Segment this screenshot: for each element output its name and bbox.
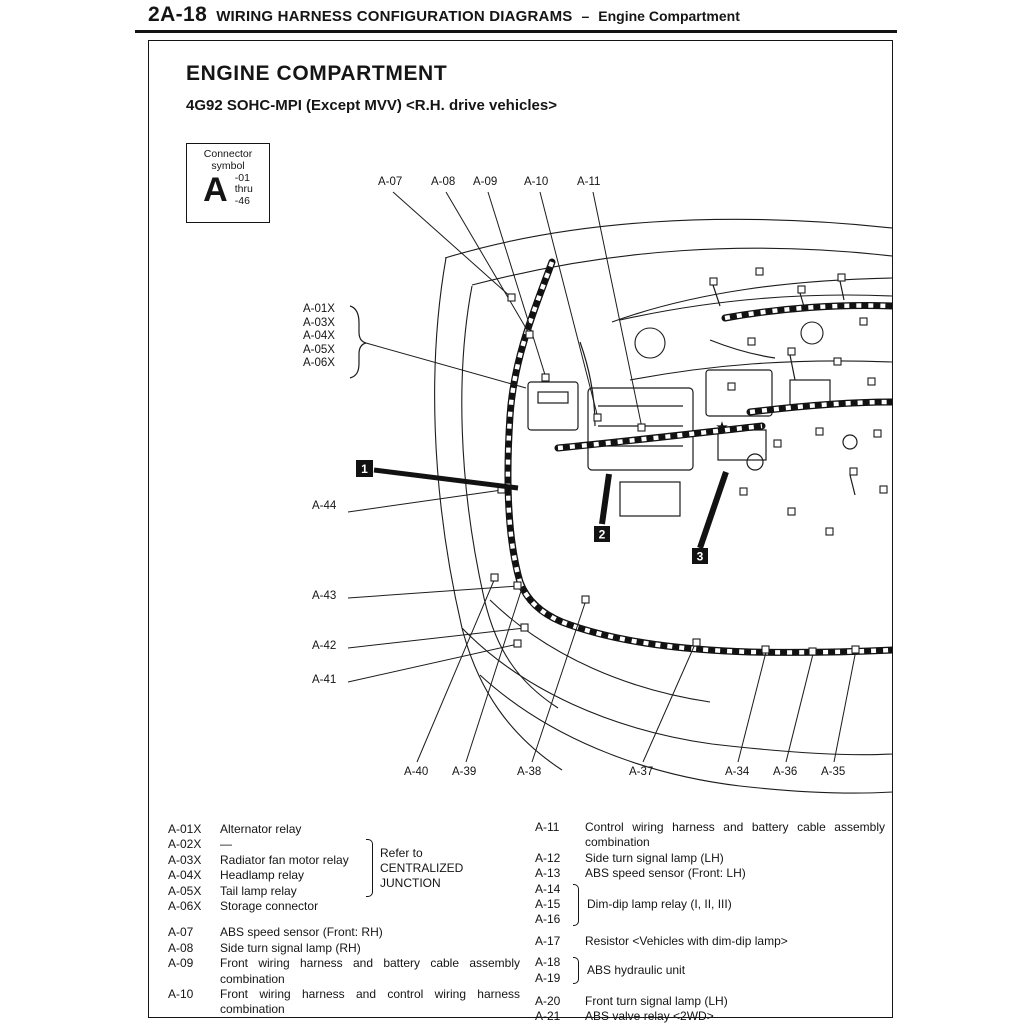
legend-code: A-13: [535, 866, 561, 881]
numbered-markers: [356, 460, 726, 564]
legend-desc: Tail lamp relay: [220, 883, 297, 898]
callout-a35: A-35: [821, 766, 846, 778]
legend-row: [168, 941, 520, 956]
callout-a38: A-38: [517, 766, 542, 778]
legend-code: A-09: [168, 956, 194, 971]
callout-a11: A-11: [577, 176, 601, 188]
page-number: 2A-18: [148, 3, 208, 26]
legend-code: A-14: [535, 881, 561, 896]
callout-a09: A-09: [473, 176, 498, 188]
harness-black-layer: [508, 262, 892, 652]
callout-a07: A-07: [378, 176, 403, 188]
legend-group-codes: [535, 955, 573, 986]
legend-desc: ABS speed sensor (Front: RH): [220, 925, 383, 940]
legend-desc: Front wiring harness and control wiring harness combination: [220, 987, 520, 1017]
legend-row: [168, 925, 520, 940]
callout-a06x: A-06X: [303, 357, 335, 370]
connector-range-end: -46: [234, 194, 250, 207]
legend-group-abs-hydraulic: [535, 955, 885, 986]
marker-2-label: 2: [598, 527, 606, 542]
legend-group-dim-dip: [535, 882, 885, 928]
connector-letter: A: [203, 171, 228, 209]
legend-desc: ABS hydraulic unit: [587, 962, 686, 977]
marker-2-pointer: [602, 474, 609, 524]
legend-row: [535, 866, 885, 881]
legend-code: A-15: [535, 897, 561, 912]
connector-range-thru: thru: [234, 183, 253, 196]
callout-a04x: A-04X: [303, 330, 335, 343]
legend-right-column: [535, 820, 885, 1024]
callout-group-a01x-a06x: [303, 303, 335, 371]
callout-a41: A-41: [312, 674, 337, 686]
callout-a10: A-10: [524, 176, 549, 188]
legend-code: A-02X: [168, 837, 202, 852]
legend-code: A-08: [168, 940, 194, 955]
legend-code: A-16: [535, 912, 561, 927]
legend-code: A-17: [535, 933, 561, 948]
legend-desc: —: [220, 837, 232, 852]
diagram-title: ENGINE COMPARTMENT: [186, 62, 448, 85]
legend-row: [535, 1009, 885, 1024]
note-line-2: CENTRALIZED: [380, 861, 464, 875]
callout-a40: A-40: [404, 766, 429, 778]
page-header: [148, 3, 908, 27]
callout-a42: A-42: [312, 640, 337, 652]
legend-code: A-01X: [168, 822, 202, 836]
header-title: WIRING HARNESS CONFIGURATION DIAGRAMS: [216, 8, 573, 25]
diagram-subtitle: 4G92 SOHC-MPI (Except MVV) <R.H. drive vehicles>: [186, 97, 557, 114]
legend-row: [168, 822, 520, 837]
legend-row: [535, 851, 885, 866]
callout-a08: A-08: [431, 176, 456, 188]
marker-3-pointer: [700, 472, 726, 548]
legend-row: [535, 934, 885, 949]
note-line-3: JUNCTION: [380, 876, 441, 890]
connector-symbol-word2: symbol: [211, 160, 245, 172]
note-line-1: Refer to: [380, 846, 423, 860]
legend-row: [168, 899, 520, 914]
engine-components: [528, 281, 857, 516]
legend-row: [168, 884, 520, 899]
connector-symbols: [491, 268, 887, 655]
harness-runs: [508, 262, 892, 652]
legend-code: A-04X: [168, 868, 202, 883]
marker-3-label: 3: [696, 549, 704, 564]
legend-code: A-21: [535, 1009, 561, 1024]
legend-desc: Resistor <Vehicles with dim-dip lamp>: [585, 933, 788, 948]
legend-code: A-03X: [168, 852, 202, 867]
legend-desc: Side turn signal lamp (RH): [220, 940, 361, 955]
legend-group-brace: [573, 957, 579, 984]
centralized-junction-note: [380, 846, 463, 891]
legend-row: [168, 868, 520, 883]
legend-left-column: [168, 822, 520, 1018]
legend-desc: Front wiring harness and battery cable assembly combination: [220, 956, 520, 986]
legend-code: A-10: [168, 987, 194, 1002]
callout-a34: A-34: [725, 766, 750, 778]
legend-row: [168, 956, 520, 987]
header-separator: –: [581, 8, 590, 24]
legend-group-codes: [535, 882, 573, 928]
legend-desc: Dim-dip lamp relay (I, II, III): [587, 897, 732, 912]
marker-1-label: 1: [361, 462, 368, 476]
legend-code: A-20: [535, 994, 561, 1009]
legend-desc: Control wiring harness and battery cable assembly combination: [585, 820, 885, 850]
legend-desc: Side turn signal lamp (LH): [585, 850, 724, 865]
legend-row: [168, 837, 520, 852]
legend-desc: ABS valve relay <2WD>: [585, 1009, 714, 1024]
callout-a37: A-37: [629, 766, 654, 778]
callout-a01x: A-01X: [303, 303, 335, 315]
connector-range-start: -01: [234, 171, 250, 184]
legend-desc: Storage connector: [220, 899, 319, 914]
legend-code: A-06X: [168, 899, 202, 914]
legend-row: [535, 994, 885, 1009]
legend-code: A-05X: [168, 883, 202, 898]
legend-group-brace: [573, 884, 579, 926]
wiring-diagram-art: [150, 130, 892, 818]
legend-desc: Front turn signal lamp (LH): [585, 994, 728, 1009]
callout-a03x: A-03X: [303, 316, 335, 329]
legend-row: [168, 987, 520, 1018]
connector-symbol-word1: Connector: [203, 148, 253, 160]
callout-a43: A-43: [312, 590, 337, 602]
legend-desc: ABS speed sensor (Front: LH): [585, 866, 746, 881]
callout-a44: A-44: [312, 500, 337, 512]
callout-a05x: A-05X: [303, 343, 335, 356]
legend-code: A-19: [535, 970, 561, 985]
legend-desc: Radiator fan motor relay: [220, 852, 349, 867]
legend-code: A-12: [535, 850, 561, 865]
star-marker: ★: [715, 418, 729, 436]
legend-desc: Headlamp relay: [220, 868, 305, 883]
legend-code: A-11: [535, 820, 560, 834]
legend-code: A-07: [168, 925, 194, 940]
centralized-junction-brace: [366, 839, 373, 897]
harness-stripe-layer: [508, 262, 892, 652]
legend-row: [168, 853, 520, 868]
header-rule: [135, 30, 897, 33]
header-section: Engine Compartment: [598, 8, 740, 24]
callout-a39: A-39: [452, 766, 477, 778]
callout-a36: A-36: [773, 766, 798, 778]
marker-1-pointer: [374, 470, 518, 488]
legend-desc: Alternator relay: [220, 822, 302, 836]
legend-code: A-18: [535, 955, 561, 970]
legend-row: [535, 820, 885, 851]
callout-group-brace: [350, 306, 366, 378]
